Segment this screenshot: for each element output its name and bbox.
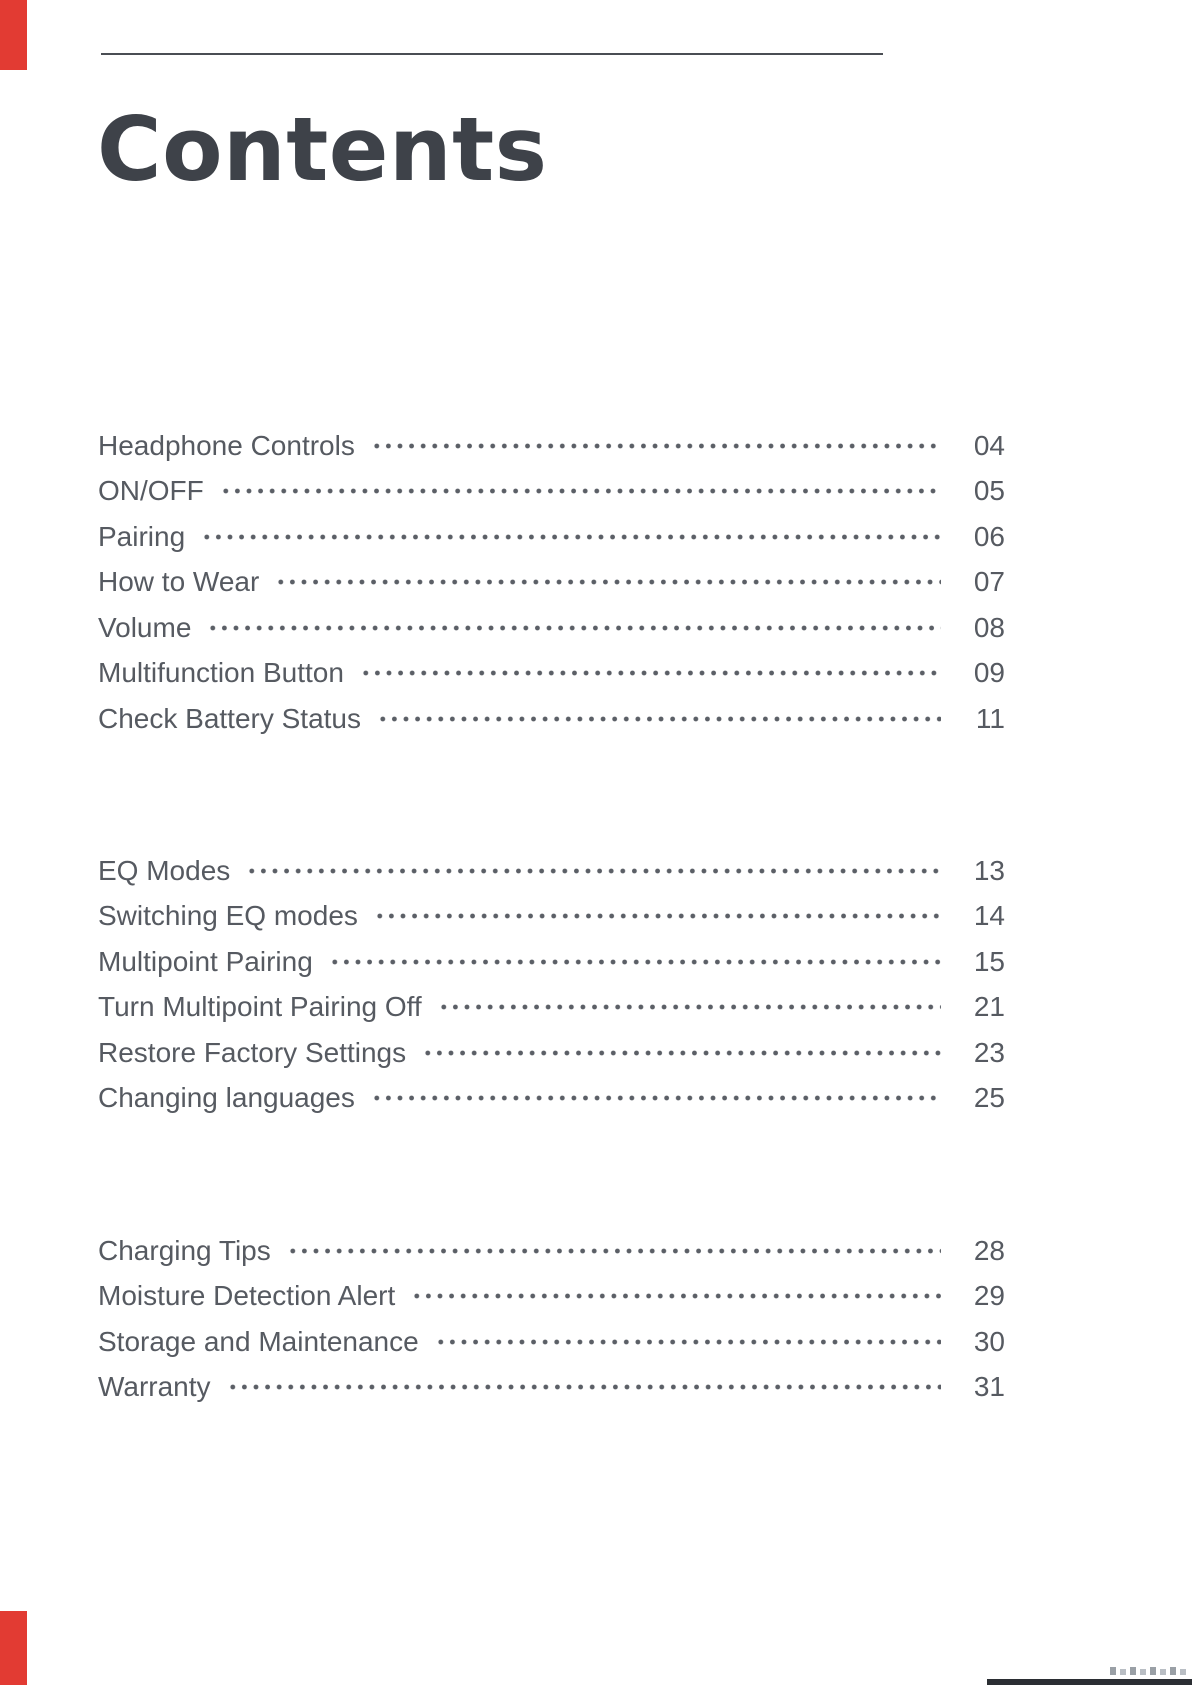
toc-entry-label: Headphone Controls xyxy=(98,429,355,461)
print-mark-red-bottom-left xyxy=(0,1611,27,1685)
toc-entry-page: 23 xyxy=(973,1036,1005,1068)
toc-entry-page: 07 xyxy=(973,566,1005,598)
dotted-leader xyxy=(287,1246,941,1256)
toc-entry-page: 09 xyxy=(973,657,1005,689)
toc-entry xyxy=(98,514,1005,560)
dotted-leader xyxy=(360,668,941,678)
toc-entry-page: 29 xyxy=(973,1280,1005,1312)
toc-entry-page: 14 xyxy=(973,900,1005,932)
dotted-leader xyxy=(201,532,941,542)
page-title: Contents xyxy=(97,98,548,201)
toc-entry-page: 11 xyxy=(975,702,1005,734)
toc-entry-page: 15 xyxy=(973,945,1005,977)
toc-entry xyxy=(98,1365,1005,1411)
toc-entry-page: 06 xyxy=(973,520,1005,552)
toc-entry xyxy=(98,985,1005,1031)
toc-entry xyxy=(98,894,1005,940)
toc-entry-label: Multipoint Pairing xyxy=(98,945,313,977)
toc-group-1 xyxy=(98,423,1005,742)
toc-entry-label: Pairing xyxy=(98,520,186,552)
dotted-leader xyxy=(438,1002,941,1012)
toc-entry-label: Volume xyxy=(98,611,192,643)
print-mark-bar-bottom-right xyxy=(987,1679,1192,1685)
toc-entry xyxy=(98,469,1005,515)
toc-group-3 xyxy=(98,1228,1005,1410)
toc-entry xyxy=(98,1228,1005,1274)
toc-entry xyxy=(98,1319,1005,1365)
toc-entry xyxy=(98,651,1005,697)
toc-entry-label: Restore Factory Settings xyxy=(98,1036,407,1068)
dotted-leader xyxy=(411,1291,941,1301)
dotted-leader xyxy=(374,911,941,921)
dotted-leader xyxy=(422,1048,941,1058)
dotted-leader xyxy=(377,714,941,724)
toc-entry-label: Charging Tips xyxy=(98,1234,271,1266)
toc-entry-label: How to Wear xyxy=(98,566,260,598)
dotted-leader xyxy=(227,1382,941,1392)
dotted-leader xyxy=(371,441,941,451)
toc-entry-page: 31 xyxy=(973,1371,1005,1403)
dotted-leader xyxy=(371,1093,941,1103)
toc-entry-label: Multifunction Button xyxy=(98,657,344,689)
toc-entry-page: 08 xyxy=(973,611,1005,643)
toc-entry-page: 04 xyxy=(973,429,1005,461)
toc-entry-page: 13 xyxy=(973,854,1005,886)
toc-entry xyxy=(98,560,1005,606)
dotted-leader xyxy=(207,623,941,633)
print-mark-red-top-left xyxy=(0,0,27,70)
toc-entry xyxy=(98,939,1005,985)
toc-group-2 xyxy=(98,848,1005,1121)
toc-entry-page: 30 xyxy=(973,1325,1005,1357)
toc-entry-label: Changing languages xyxy=(98,1082,355,1114)
toc-entry-label: EQ Modes xyxy=(98,854,231,886)
print-registration-marks xyxy=(1110,1667,1186,1675)
toc-entry-label: Moisture Detection Alert xyxy=(98,1280,396,1312)
toc-entry-page: 28 xyxy=(973,1234,1005,1266)
toc-entry xyxy=(98,696,1005,742)
toc-entry xyxy=(98,605,1005,651)
dotted-leader xyxy=(220,486,941,496)
toc-entry-label: Warranty xyxy=(98,1371,211,1403)
toc-entry-page: 25 xyxy=(973,1082,1005,1114)
toc-entry-label: Storage and Maintenance xyxy=(98,1325,419,1357)
toc-entry xyxy=(98,1030,1005,1076)
toc-entry xyxy=(98,1274,1005,1320)
toc-entry-page: 21 xyxy=(973,991,1005,1023)
toc-entry-label: Check Battery Status xyxy=(98,702,362,734)
title-rule xyxy=(101,53,883,55)
dotted-leader xyxy=(435,1337,941,1347)
toc-entry xyxy=(98,1076,1005,1122)
toc-entry-page: 05 xyxy=(973,475,1005,507)
dotted-leader xyxy=(275,577,941,587)
dotted-leader xyxy=(329,957,941,967)
toc-entry-label: ON/OFF xyxy=(98,475,204,507)
toc-entry xyxy=(98,423,1005,469)
toc-entry-label: Switching EQ modes xyxy=(98,900,358,932)
toc-entry xyxy=(98,848,1005,894)
dotted-leader xyxy=(246,866,941,876)
toc-entry-label: Turn Multipoint Pairing Off xyxy=(98,991,422,1023)
